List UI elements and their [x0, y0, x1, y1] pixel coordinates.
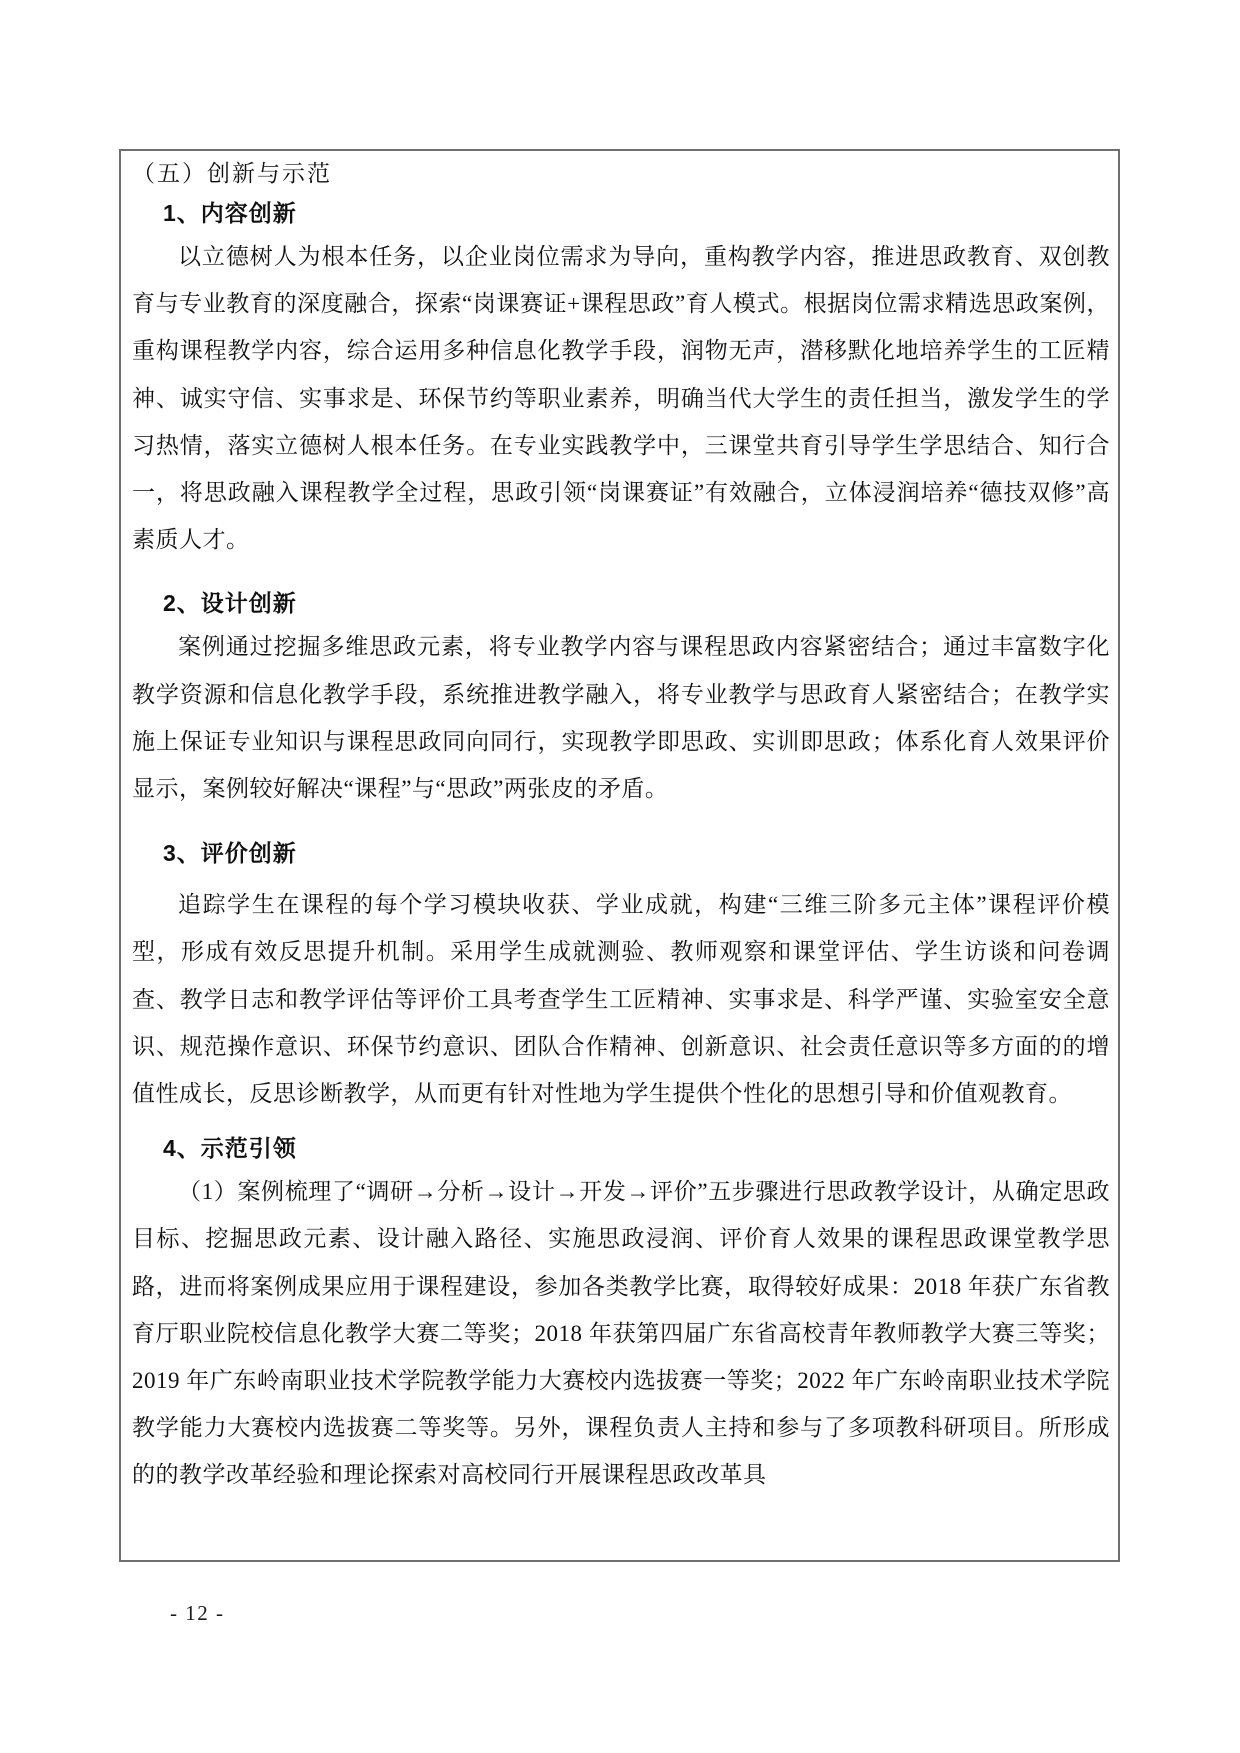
paragraph-demonstration-leading: （1）案例梳理了“调研→分析→设计→开发→评价”五步骤进行思政教学设计，从确定思政目标、挖掘思政元素、设计融入路径、实施思政浸润、评价育人效果的课程思政课堂教学思路，进而将案例成果应用于课程建设，参加各类教学比赛，取得较好成果：2018 年获广东省教育厅职业院校信息化教学大赛二等奖；2018 年获第四届广东省高校青年教师教学大赛三等奖；2019 年广东岭南职业技术学院教学能力大赛校内选拔赛一等奖；2022 年广东岭南职业技术学院教学能力大赛校内选拔赛二等奖等。另外，课程负责人主持和参与了多项教科研项目。所形成的的教学改革经验和理论探索对高校同行开展课程思政改革具 — [132, 1179, 1111, 1488]
paragraph-content-innovation: 以立德树人为根本任务，以企业岗位需求为导向，重构教学内容，推进思政教育、双创教育与专业教育的深度融合，探索“岗课赛证+课程思政”育人模式。根据岗位需求精选思政案例，重构课程教学内容，综合运用多种信息化教学手段，润物无声，潜移默化地培养学生的工匠精神、诚实守信、实事求是、环保节约等职业素养，明确当代大学生的责任担当，激发学生的学习热情，落实立德树人根本任务。在专业实践教学中，三课堂共育引导学生学思结合、知行合一，将思政融入课程教学全过程，思政引领“岗课赛证”有效融合，立体浸润培养“德技双修”高素质人才。 — [132, 244, 1110, 553]
subsection-heading-content-innovation: 1、内容创新 — [163, 200, 297, 226]
subsection-heading-evaluation-innovation: 3、评价创新 — [163, 840, 297, 867]
paragraph-evaluation-innovation: 追踪学生在课程的每个学习模块收获、学业成就，构建“三维三阶多元主体”课程评价模型，形成有效反思提升机制。采用学生成就测验、教师观察和课堂评估、学生访谈和问卷调查、教学日志和教学评估等评价工具考查学生工匠精神、实事求是、科学严谨、实验室安全意识、规范操作意识、环保节约意识、团队合作精神、创新意识、社会责任意识等多方面的的增值性成长，反思诊断教学，从而更有针对性地为学生提供个性化的思想引导和价值观教育。 — [132, 892, 1110, 1107]
subsection-heading-demonstration-leading: 4、示范引领 — [163, 1135, 297, 1162]
form-table-cell — [119, 149, 1120, 1562]
subsection-heading-design-innovation: 2、设计创新 — [163, 590, 297, 617]
page-number: - 12 - — [170, 1601, 225, 1625]
paragraph-design-innovation: 案例通过挖掘多维思政元素，将专业教学内容与课程思政内容紧密结合；通过丰富数字化教学资源和信息化教学手段，系统推进教学融入，将专业教学与思政育人紧密结合；在教学实施上保证专业知识与课程思政同向同行，实现教学即思政、实训即思政；体系化育人效果评价显示，案例较好解决“课程”与“思政”两张皮的矛盾。 — [132, 634, 1110, 802]
section-heading: （五）创新与示范 — [132, 161, 332, 186]
